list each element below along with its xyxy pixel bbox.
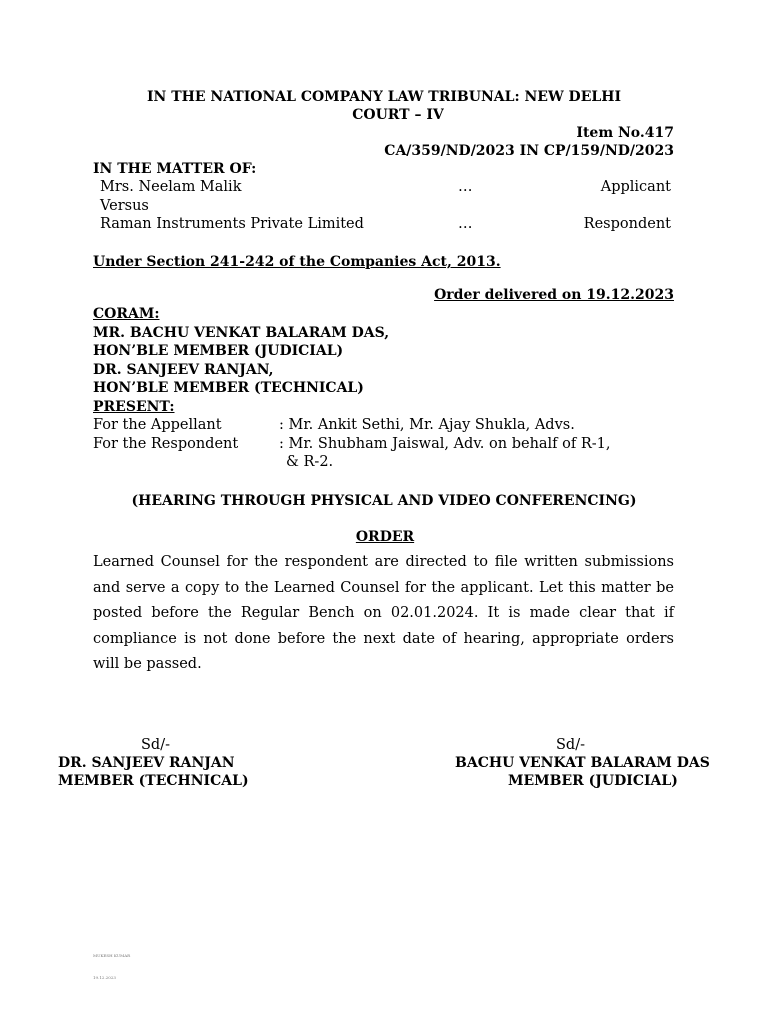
respondent-counsel-cont: & R-2.	[286, 454, 334, 470]
case-number: CA/359/ND/2023 IN CP/159/ND/2023	[384, 143, 674, 159]
applicant-dots: …	[458, 179, 473, 195]
respondent-dots: …	[458, 216, 473, 232]
right-signatory-name: BACHU VENKAT BALARAM DAS	[455, 755, 710, 771]
right-signature-mark: Sd/-	[556, 737, 585, 753]
versus-label: Versus	[100, 198, 149, 214]
technical-member-name: DR. SANJEEV RANJAN,	[93, 362, 274, 378]
section-reference: Under Section 241-242 of the Companies Act, 2013.	[93, 254, 501, 270]
order-heading: ORDER	[355, 529, 415, 545]
applicant-role: Applicant	[600, 179, 671, 195]
judicial-member-name: MR. BACHU VENKAT BALARAM DAS,	[93, 325, 390, 341]
coram-heading: CORAM:	[93, 306, 160, 322]
left-signature-mark: Sd/-	[141, 737, 170, 753]
order-body: Learned Counsel for the respondent are directed to file written submissions and serve a copy to the Learned Counsel for the applicant. Let this matter be posted before the Regular Bench on 02.01.2024. It is made clear that if compliance is not done before the next date of hearing, appropriate orders will be passed.	[93, 554, 674, 672]
footer-small-text-1: MUKESH KUMAR	[93, 953, 131, 958]
right-signatory-title: MEMBER (JUDICIAL)	[508, 773, 678, 789]
appellant-label: For the Appellant	[93, 417, 222, 433]
tribunal-title: IN THE NATIONAL COMPANY LAW TRIBUNAL: NEW DELHI	[146, 89, 621, 105]
appellant-counsel: : Mr. Ankit Sethi, Mr. Ajay Shukla, Advs.	[279, 417, 575, 433]
item-number: Item No.417	[576, 125, 674, 141]
court-number: COURT – IV	[352, 107, 444, 123]
hearing-mode: (HEARING THROUGH PHYSICAL AND VIDEO CONFERENCING)	[131, 493, 637, 509]
applicant-name: Mrs. Neelam Malik	[100, 179, 242, 195]
footer-small-text-2: 19.12.2023	[93, 975, 116, 980]
respondent-label: For the Respondent	[93, 436, 239, 452]
left-signatory-name: DR. SANJEEV RANJAN	[58, 755, 235, 771]
respondent-counsel: : Mr. Shubham Jaiswal, Adv. on behalf of R-1,	[279, 436, 611, 452]
respondent-role: Respondent	[583, 216, 671, 232]
judicial-member-title: HON’BLE MEMBER (JUDICIAL)	[93, 343, 344, 359]
order-date: Order delivered on 19.12.2023	[434, 287, 674, 303]
present-heading: PRESENT:	[93, 399, 175, 415]
respondent-name: Raman Instruments Private Limited	[100, 216, 364, 232]
matter-heading: IN THE MATTER OF:	[93, 161, 257, 177]
left-signatory-title: MEMBER (TECHNICAL)	[58, 773, 249, 789]
technical-member-title: HON’BLE MEMBER (TECHNICAL)	[93, 380, 364, 396]
